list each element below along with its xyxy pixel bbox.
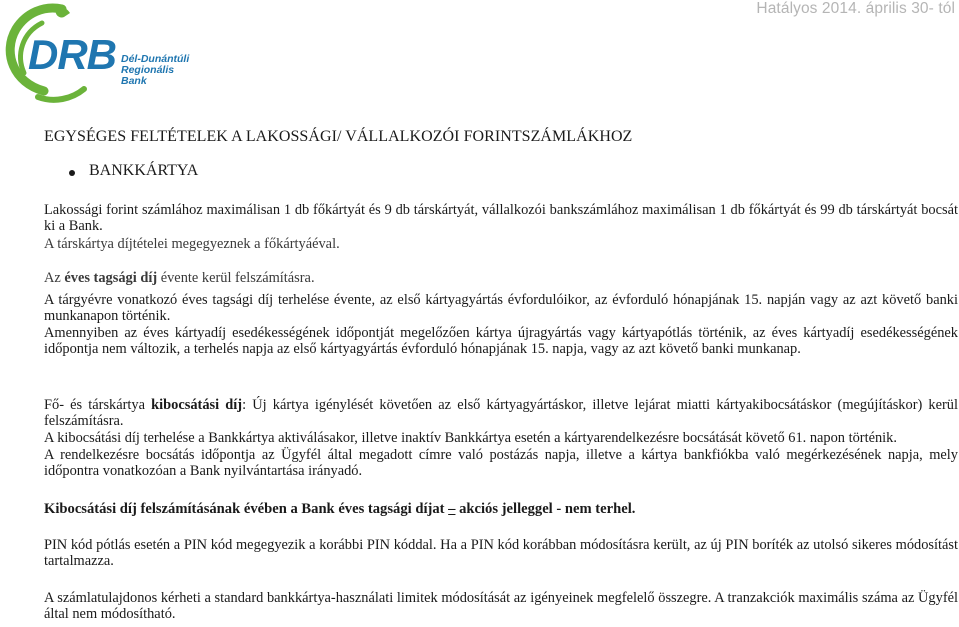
paragraph-issuance-fee xyxy=(44,397,958,429)
underlined-dash: – xyxy=(448,501,456,517)
paragraph-annual-fee xyxy=(44,270,958,286)
paragraph-issuance-charge-time: A kibocsátási díj terhelése a Bankkártya aktiválásakor, illetve inaktív Bankkártya esetén a kártyarendelkezésre bocsátását követő 61. napon történik. xyxy=(44,430,897,446)
drb-bank-logo xyxy=(4,3,204,103)
paragraph-card-limits: Lakossági forint számlához maximálisan 1 db főkártyát és 9 db társkártyát, vállalkozói bankszámlához maximálisan 1 db főkártyát és 99 db társkártyát bocsát ki a Bank. xyxy=(44,202,958,234)
paragraph-annual-fee-charging: A tárgyévre vonatkozó éves tagsági díj terhelése évente, az első kártyagyártás évfordulóikor, az évforduló hónapjának 15. napján vagy az azt követő banki munkanapon történik. xyxy=(44,292,958,324)
document-title: EGYSÉGES FELTÉTELEK A LAKOSSÁGI/ VÁLLALKOZÓI FORINTSZÁMLÁKHOZ xyxy=(44,128,633,145)
logo-line-2: Regionális xyxy=(121,64,175,76)
paragraph-availability-date: A rendelkezésre bocsátás időpontja az Ügyfél által megadott címre való postázás napja, illetve a kártya bankfiókba való megérkezésének napja, mely időpontra vonatkozóan a Bank nyilvántartása irányadó. xyxy=(44,447,958,479)
text-segment: akciós jelleggel - nem terhel. xyxy=(455,501,636,517)
paragraph-promotion xyxy=(44,501,958,517)
annual-fee-term: éves tagsági díj xyxy=(64,270,158,286)
text-segment: évente kerül felszámításra. xyxy=(157,270,315,286)
paragraph-limits: A számlatulajdonos kérheti a standard bankkártya-használati limitek módosítását az igényeinek megfelelő összegre. A tranzakciók maximális száma az Ügyfél által nem módosítható. xyxy=(44,590,958,622)
svg-text:DRB: DRB xyxy=(28,31,116,78)
logo-bank-name xyxy=(121,54,189,87)
section-heading: BANKKÁRTYA xyxy=(89,162,199,179)
paragraph-reissue: Amennyiben az éves kártyadíj esedékességének időpontját megelőzően kártya újragyártás vagy kártyapótlás történik, az éves kártyadíj esedékességének időpontja nem változik, a terhelés napja az első kártyagyártás évforduló hónapjának 15. napja, vagy az azt követő banki munkanap. xyxy=(44,325,958,357)
bullet-icon xyxy=(69,170,75,176)
issuance-fee-term: kibocsátási díj xyxy=(151,397,243,413)
text-segment: : Új kártya igénylését követően az első kártyagyártáskor, illetve lejárat miatti kártyakibocsátáskor (megújításkor) kerül felszámításra. xyxy=(44,397,958,429)
paragraph-companion-fees: A társkártya díjtételei megegyeznek a főkártyáéval. xyxy=(44,236,340,252)
validity-date: Hatályos 2014. április 30- tól xyxy=(756,0,955,17)
logo-line-1: Dél-Dunántúli xyxy=(121,53,190,65)
paragraph-pin: PIN kód pótlás esetén a PIN kód megegyezik a korábbi PIN kóddal. Ha a PIN kód korábban módosításra került, az új PIN boríték az utolsó sikeres módosítást tartalmazza. xyxy=(44,537,958,569)
text-segment: Az xyxy=(44,270,65,286)
text-segment: Kibocsátási díj felszámításának évében a Bank éves tagsági díjat xyxy=(44,501,449,517)
text-segment: Fő- és társkártya xyxy=(44,397,152,413)
logo-line-3: Bank xyxy=(121,75,147,87)
